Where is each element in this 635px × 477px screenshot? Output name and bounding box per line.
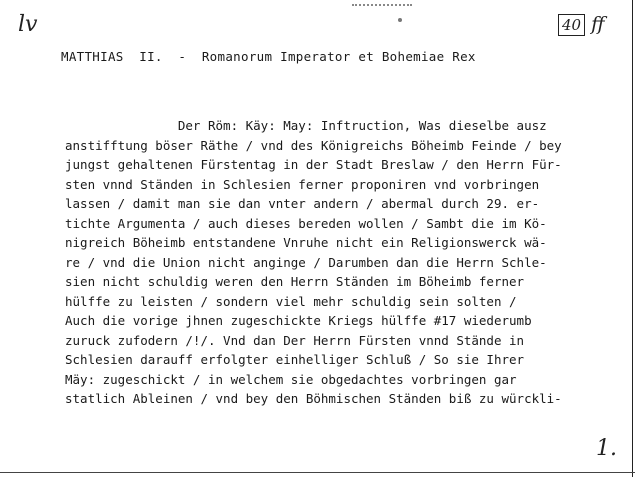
handwritten-page-number: 1.: [596, 436, 617, 461]
page-edge-bottom: [0, 472, 635, 473]
folio-number-box: 40: [558, 14, 585, 36]
scan-speckle-dot: [398, 18, 402, 22]
body-line: tichte Argumenta / auch dieses bereden wollen / Sambt die im Kö-: [65, 215, 547, 231]
body-line: re / vnd die Union nicht anginge / Darumben dan die Herrn Schle-: [65, 254, 547, 270]
document-heading: MATTHIAS II. - Romanorum Imperator et Bohemiae Rex: [61, 49, 476, 64]
page-edge-right: [632, 0, 633, 477]
handwritten-margin-mark: lv: [18, 12, 38, 37]
body-line: sten vnnd Ständen in Schlesien ferner proponiren vnd vorbringen: [65, 176, 540, 192]
scan-speckle: [352, 4, 412, 9]
folio-annotation: [558, 13, 605, 36]
body-line: Der Röm: Käy: May: Inftruction, Was dieselbe ausz: [65, 118, 547, 133]
body-line: anstifftung böser Räthe / vnd des Königreichs Böheimb Feinde / bey: [65, 137, 562, 153]
body-line: Schlesien darauff erfolgter einhelliger Schluß / So sie Ihrer: [65, 352, 525, 367]
document-body: [65, 116, 562, 409]
body-line: lassen / damit man sie dan vnter andern / abermal durch 29. er-: [65, 196, 540, 211]
body-line: statlich Ableinen / vnd bey den Böhmischen Ständen biß zu würckli-: [65, 391, 562, 406]
body-line: jungst gehaltenen Fürstentag in der Stadt Breslaw / den Herrn Für-: [65, 157, 562, 172]
body-line: zuruck zufodern /!/. Vnd dan Der Herrn Fürsten vnnd Stände in: [65, 332, 525, 348]
body-line: Mäy: zugeschickt / in welchem sie obgedachtes vorbringen gar: [65, 371, 517, 387]
folio-mark: ff: [591, 13, 605, 35]
body-line: hülffe zu leisten / sondern viel mehr schuldig sein solten /: [65, 293, 517, 309]
body-line: sien nicht schuldig weren den Herrn Ständen im Böheimb ferner: [65, 274, 525, 289]
body-line: Auch die vorige jhnen zugeschickte Kriegs hülffe #17 wiederumb: [65, 313, 532, 328]
body-line: nigreich Böheimb entstandene Vnruhe nicht ein Religionswerck wä-: [65, 235, 547, 250]
